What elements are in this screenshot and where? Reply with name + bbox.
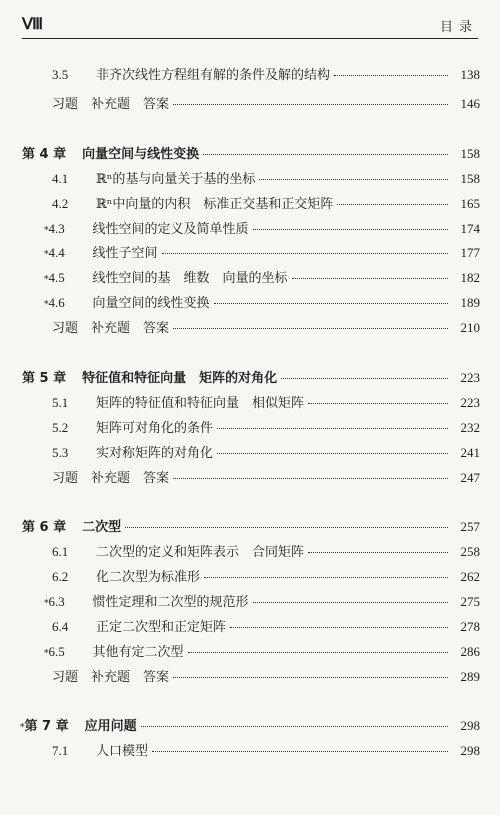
section-number: 5.2 [52, 420, 69, 435]
section-title: 实对称矩阵的对角化 [96, 446, 214, 461]
section-title: 其他有定二次型 [92, 645, 184, 660]
optional-star-mark: * [44, 275, 49, 285]
dot-leader [217, 428, 448, 429]
page-reference: 223 [460, 395, 480, 410]
page-number: Ⅷ [22, 16, 45, 33]
section-number: 3.5 [52, 67, 69, 82]
dot-leader [292, 278, 448, 279]
toc-chapter-row [0, 715, 500, 737]
chapter-title: 向量空间与线性变换 [82, 147, 200, 162]
dot-leader [173, 478, 448, 479]
dot-leader [230, 627, 448, 628]
page-reference: 289 [460, 669, 480, 684]
toc-section-row [0, 292, 500, 314]
dot-leader [203, 154, 448, 155]
page-reference: 165 [460, 196, 480, 211]
page-reference: 298 [460, 743, 480, 758]
section-number: 4.4 [48, 245, 65, 260]
toc-section-row [0, 392, 500, 414]
page-reference: 146 [460, 96, 480, 111]
toc-exercises-row [0, 666, 500, 688]
toc-section-row [0, 442, 500, 464]
section-number: 6.4 [52, 619, 69, 634]
toc-exercises-row [0, 317, 500, 339]
toc-section-row [0, 64, 500, 86]
section-title: 人口模型 [96, 744, 149, 759]
toc-section-row [0, 641, 500, 663]
chapter-title: 二次型 [82, 520, 122, 535]
dot-leader [308, 552, 448, 553]
optional-star-mark: * [44, 226, 49, 236]
page-reference: 189 [460, 295, 480, 310]
toc-section-row [0, 417, 500, 439]
toc-section-row [0, 193, 500, 215]
optional-star-mark: * [44, 599, 49, 609]
optional-star-mark: * [20, 723, 25, 733]
page-reference: 182 [460, 270, 480, 285]
chapter-number: 第 5 章 [22, 371, 67, 386]
dot-leader [259, 179, 448, 180]
section-number: 6.3 [48, 594, 65, 609]
optional-star-mark: * [44, 250, 49, 260]
dot-leader [253, 229, 448, 230]
dot-leader [334, 75, 448, 76]
toc-section-row [0, 267, 500, 289]
exercises-title: 习题 补充题 答案 [52, 471, 170, 486]
section-number: 4.3 [48, 221, 65, 236]
toc-section-row [0, 168, 500, 190]
section-number: 4.1 [52, 171, 69, 186]
dot-leader [337, 204, 448, 205]
toc-chapter-row [0, 143, 500, 165]
toc-section-row [0, 740, 500, 762]
section-number: 6.1 [52, 544, 69, 559]
chapter-title: 应用问题 [84, 719, 137, 734]
exercises-title: 习题 补充题 答案 [52, 97, 170, 112]
page-reference: 241 [460, 445, 480, 460]
dot-leader [141, 726, 448, 727]
page-reference: 257 [460, 519, 480, 534]
page-reference: 278 [460, 619, 480, 634]
section-title: 线性空间的基 维数 向量的坐标 [92, 271, 288, 286]
page-reference: 158 [460, 146, 480, 161]
section-title: 矩阵可对角化的条件 [96, 421, 214, 436]
dot-leader [125, 527, 448, 528]
toc-section-row [0, 541, 500, 563]
toc-chapter-row [0, 367, 500, 389]
page-reference: 138 [460, 67, 480, 82]
exercises-title: 习题 补充题 答案 [52, 670, 170, 685]
toc-exercises-row [0, 467, 500, 489]
section-number: 4.5 [48, 270, 65, 285]
exercises-title: 习题 补充题 答案 [52, 321, 170, 336]
page-reference: 286 [460, 644, 480, 659]
dot-leader [204, 577, 448, 578]
dot-leader [162, 253, 448, 254]
chapter-title: 特征值和特征向量 矩阵的对角化 [82, 371, 278, 386]
section-number: 6.5 [48, 644, 65, 659]
page-reference: 258 [460, 544, 480, 559]
section-title: 正定二次型和正定矩阵 [96, 620, 227, 635]
chapter-number: 第 7 章 [24, 719, 69, 734]
page-reference: 174 [460, 221, 480, 236]
dot-leader [173, 104, 448, 105]
dot-leader [173, 677, 448, 678]
page-reference: 275 [460, 594, 480, 609]
section-title: 非齐次线性方程组有解的条件及解的结构 [96, 68, 331, 83]
section-number: 5.3 [52, 445, 69, 460]
section-title: 化二次型为标准形 [96, 570, 201, 585]
page-reference: 232 [460, 420, 480, 435]
dot-leader [281, 378, 448, 379]
section-number: 4.6 [48, 295, 65, 310]
section-number: 7.1 [52, 743, 69, 758]
page-reference: 158 [460, 171, 480, 186]
page-reference: 262 [460, 569, 480, 584]
section-title: ℝⁿ中向量的内积 标准正交基和正交矩阵 [96, 197, 334, 212]
toc-exercises-row [0, 93, 500, 115]
dot-leader [188, 652, 448, 653]
section-number: 5.1 [52, 395, 69, 410]
running-title: 目录 [439, 20, 478, 35]
dot-leader [308, 403, 448, 404]
section-number: 6.2 [52, 569, 69, 584]
page-reference: 210 [460, 320, 480, 335]
section-number: 4.2 [52, 196, 69, 211]
dot-leader [253, 602, 448, 603]
dot-leader [214, 303, 448, 304]
optional-star-mark: * [44, 300, 49, 310]
dot-leader [217, 453, 448, 454]
toc-chapter-row [0, 516, 500, 538]
section-title: 二次型的定义和矩阵表示 合同矩阵 [96, 545, 305, 560]
section-title: ℝⁿ的基与向量关于基的坐标 [96, 172, 256, 187]
section-title: 惯性定理和二次型的规范形 [92, 595, 249, 610]
toc-section-row [0, 616, 500, 638]
dot-leader [173, 328, 448, 329]
toc-section-row [0, 591, 500, 613]
chapter-number: 第 6 章 [22, 520, 67, 535]
section-title: 向量空间的线性变换 [92, 296, 210, 311]
chapter-number: 第 4 章 [22, 147, 67, 162]
page-reference: 298 [460, 718, 480, 733]
page-reference: 177 [460, 245, 480, 260]
toc-section-row [0, 566, 500, 588]
page-reference: 247 [460, 470, 480, 485]
section-title: 矩阵的特征值和特征向量 相似矩阵 [96, 396, 305, 411]
toc-section-row [0, 218, 500, 240]
section-title: 线性空间的定义及简单性质 [92, 222, 249, 237]
dot-leader [152, 751, 448, 752]
optional-star-mark: * [44, 649, 49, 659]
section-title: 线性子空间 [92, 246, 158, 261]
toc-section-row [0, 242, 500, 264]
page-reference: 223 [460, 370, 480, 385]
